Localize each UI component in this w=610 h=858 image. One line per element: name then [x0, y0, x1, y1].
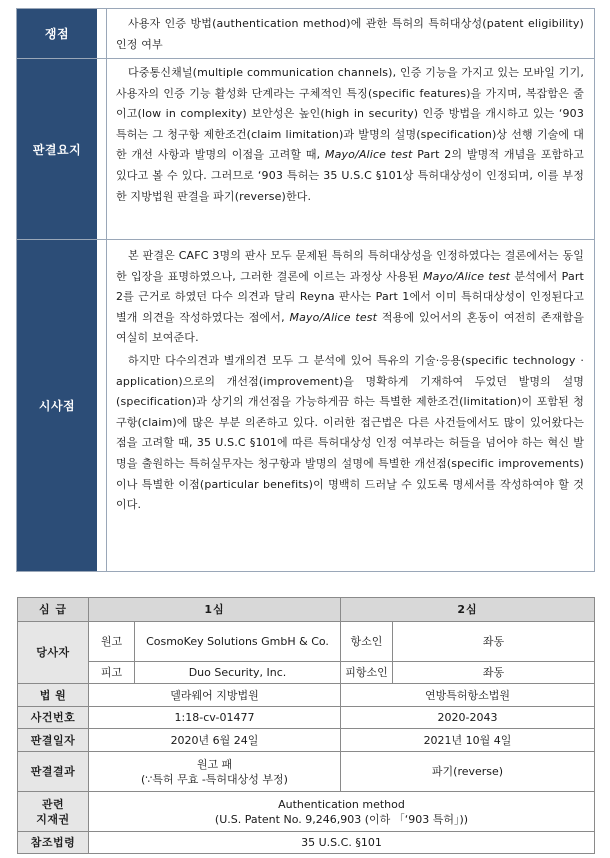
case-number-label: 사건번호	[18, 707, 89, 729]
plaintiff-label: 원고	[89, 622, 135, 662]
parties-label: 당사자	[18, 622, 89, 684]
instance-row	[18, 598, 595, 622]
result-first: 원고 패 (∵특허 무효 -특허대상성 부정)	[89, 752, 341, 792]
court-label: 법 원	[18, 684, 89, 707]
related-ip-label: 관련 지재권	[18, 792, 89, 832]
result-row	[18, 752, 595, 792]
appellee-label: 피항소인	[341, 662, 393, 684]
issue-text: 사용자 인증 방법(authentication method)에 관한 특허의 특허대상성(patent eligibility) 인정 여부	[106, 9, 594, 58]
plaintiff-row	[18, 622, 595, 662]
case-number-row	[18, 707, 595, 729]
second-instance-header: 2심	[341, 598, 595, 622]
court-row	[18, 684, 595, 707]
case-info-table	[17, 597, 595, 854]
ruling-summary-label: 판결요지	[17, 59, 97, 239]
decision-date-row	[18, 729, 595, 752]
implications-label: 시사점	[17, 240, 97, 571]
case-number-first: 1:18-cv-01477	[89, 707, 341, 729]
reference-law-row	[18, 832, 595, 854]
defendant-row	[18, 662, 595, 684]
case-summary-table	[16, 8, 595, 572]
implications-paragraph-1: 본 판결은 CAFC 3명의 판사 모두 문제된 특허의 특허대상성을 인정하였다는 결론에서는 동일한 입장을 표명하였으나, 그러한 결론에 이르는 과정상 사용된 Mayo/Alice test 분석에서 Part 2를 근거로 하였던 다수 의견과 달리 Reyna 판사는 Part 1에서 이미 특허대상성이 인정된다고 별개 의견을 작성하였다는 점에서, Mayo/Alice test 적용에 있어서의 혼동이 여전히 존재함을 여실히 보여준다.	[116, 249, 584, 345]
issue-row	[16, 8, 595, 59]
first-instance-header: 1심	[89, 598, 341, 622]
related-ip-row	[18, 792, 595, 832]
instance-label: 심 급	[18, 598, 89, 622]
ruling-summary-row	[16, 59, 595, 240]
implications-text	[106, 240, 594, 571]
reference-law-value: 35 U.S.C. §101	[89, 832, 595, 854]
related-ip-value: Authentication method (U.S. Patent No. 9,246,903 (이하 「‘903 특허」))	[89, 792, 595, 832]
appellee-name: 좌동	[393, 662, 595, 684]
ruling-summary-text: 다중통신채널(multiple communication channels), 인증 기능을 가지고 있는 모바일 기기, 사용자의 인증 기능 활성화 단계라는 구체적인 특징(specific features)을 가지며, 복잡함은 줄이고(low in complexity) 보안성은 높인(high in security) 인증 방법을 개시하고 있는 ‘903 특허는 그 청구항 제한조건(claim limitation)과 발명의 설명(specification)상 선행 기술에 대한 개선 사항과 발명의 이점을 고려할 때, Mayo/Alice test Part 2의 발명적 개념을 포함하고 있다고 볼 수 있다. 그러므로 ‘903 특허는 35 U.S.C §101상 특허대상성이 인정되며, 이를 부정한 지방법원 판결을 파기(reverse)한다.	[106, 59, 594, 239]
result-second: 파기(reverse)	[341, 752, 595, 792]
decision-date-first: 2020년 6월 24일	[89, 729, 341, 752]
decision-date-second: 2021년 10월 4일	[341, 729, 595, 752]
plaintiff-name: CosmoKey Solutions GmbH & Co.	[135, 622, 341, 662]
result-label: 판결결과	[18, 752, 89, 792]
case-number-second: 2020-2043	[341, 707, 595, 729]
court-second: 연방특허항소법원	[341, 684, 595, 707]
defendant-label: 피고	[89, 662, 135, 684]
implications-row	[16, 240, 595, 572]
appellant-name: 좌동	[393, 622, 595, 662]
appellant-label: 항소인	[341, 622, 393, 662]
court-first: 델라웨어 지방법원	[89, 684, 341, 707]
reference-law-label: 참조법령	[18, 832, 89, 854]
issue-label: 쟁점	[17, 9, 97, 58]
implications-paragraph-2: 하지만 다수의견과 별개의견 모두 그 분석에 있어 특유의 기술·응용(specific technology · application)으로의 개선점(improvement)을 명확하게 기재하여 두었던 발명의 설명(specification)과 상기의 개선점을 가능하게끔 하는 특별한 제한조건(limitation)이 포함된 청구항(claim)에 많은 부분 의존하고 있다. 이러한 접근법은 다른 사건들에서도 많이 있어왔다는 점을 고려할 때, 35 U.S.C §101에 따른 특허대상성 인정 여부라는 허들을 넘어야 하는 혁신 발명을 출원하는 특허실무자는 청구항과 발명의 설명에 특별한 개선점(specific improvements)이나 특별한 이점(particular benefits)이 명백히 드러날 수 있도록 명세서를 작성하여야 할 것이다.	[116, 353, 584, 512]
decision-date-label: 판결일자	[18, 729, 89, 752]
defendant-name: Duo Security, Inc.	[135, 662, 341, 684]
